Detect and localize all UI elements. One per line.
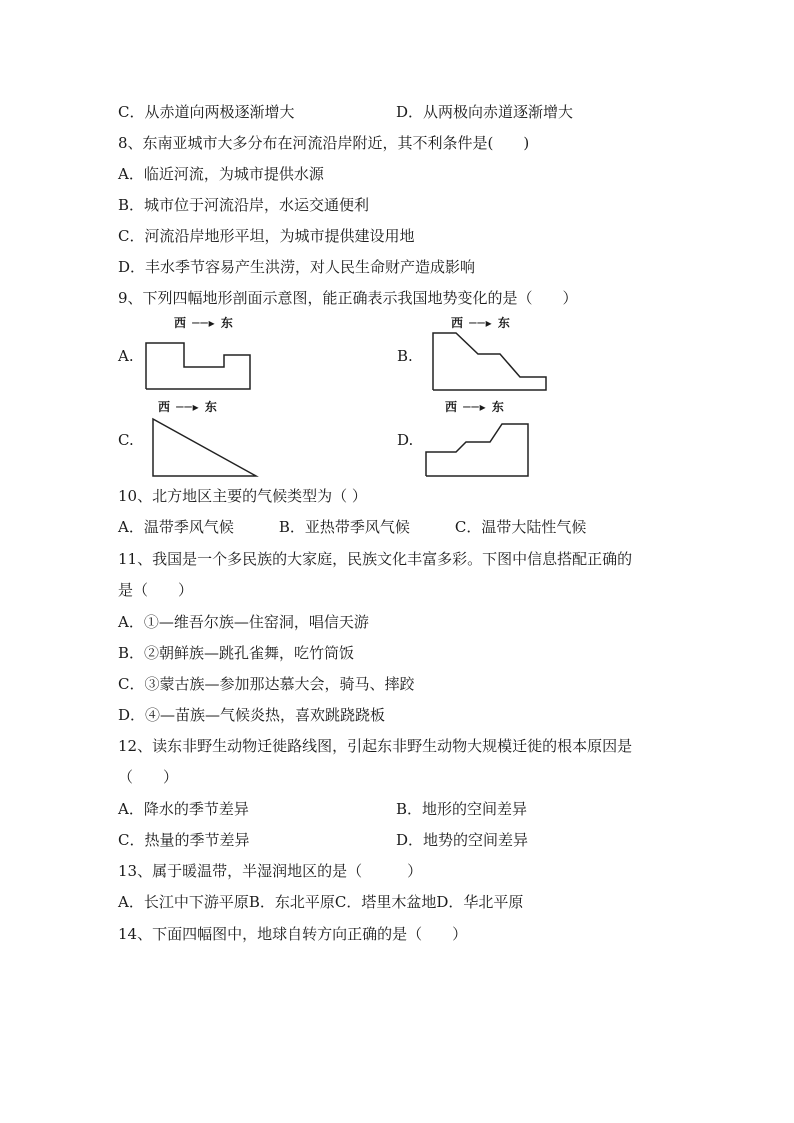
q12-option-c: C．热量的季节差异 [118,831,250,849]
q10-stem: 10、北方地区主要的气候类型为（ ） [118,487,367,505]
q9-figure-a-direction: 西 ──▸ 东 [174,316,234,330]
q12-option-b: B．地形的空间差异 [396,800,528,818]
q9-label-b: B. [397,347,413,365]
q9-label-a: A. [118,347,134,365]
q11-option-c: C．③蒙古族—参加那达慕大会，骑马、摔跤 [118,675,415,693]
q9-figure-c-direction: 西 ──▸ 东 [158,400,218,414]
q11-option-a: A．①—维吾尔族—住窑洞，唱信天游 [118,613,369,631]
q8-option-d: D．丰水季节容易产生洪涝，对人民生命财产造成影响 [118,258,476,276]
q11-option-b: B．②朝鲜族—跳孔雀舞，吃竹筒饭 [118,644,355,662]
q11-stem-line2: 是（ ） [118,581,194,599]
q7-option-c: C．从赤道向两极逐渐增大 [118,103,295,121]
q9-profile-b [428,330,553,395]
q11-stem-line1: 11、我国是一个多民族的大家庭，民族文化丰富多彩。下图中信息搭配正确的 [118,550,633,568]
q9-profile-d [420,418,535,480]
q7-option-d: D．从两极向赤道逐渐增大 [396,103,574,121]
q9-figure-b-direction: 西 ──▸ 东 [451,316,511,330]
q14-stem: 14、下面四幅图中，地球自转方向正确的是（ ） [118,925,468,943]
q8-option-a: A．临近河流，为城市提供水源 [118,165,324,183]
q8-option-c: C．河流沿岸地形平坦，为城市提供建设用地 [118,227,415,245]
q13-stem: 13、属于暖温带，半湿润地区的是（ ） [118,862,423,880]
q13-options: A．长江中下游平原B．东北平原C．塔里木盆地D．华北平原 [118,893,524,911]
q9-label-c: C. [118,431,134,449]
q9-profile-a [140,335,260,395]
q9-figure-d-direction: 西 ──▸ 东 [445,400,505,414]
q11-option-d: D．④—苗族—气候炎热，喜欢跳跷跷板 [118,706,386,724]
q9-label-d: D. [397,431,414,449]
q10-options: A．温带季风气候 B．亚热带季风气候 C．温带大陆性气候 [118,518,587,536]
q12-option-a: A．降水的季节差异 [118,800,249,818]
q8-option-b: B．城市位于河流沿岸，水运交通便利 [118,196,370,214]
q12-option-d: D．地势的空间差异 [396,831,529,849]
q8-stem: 8、东南亚城市大多分布在河流沿岸附近，其不利条件是( ) [118,134,530,152]
q9-stem: 9、下列四幅地形剖面示意图，能正确表示我国地势变化的是（ ） [118,289,578,307]
q12-stem-line2: （ ） [118,768,179,786]
q9-profile-c [148,416,263,481]
q12-stem-line1: 12、读东非野生动物迁徙路线图，引起东非野生动物大规模迁徙的根本原因是 [118,737,633,755]
